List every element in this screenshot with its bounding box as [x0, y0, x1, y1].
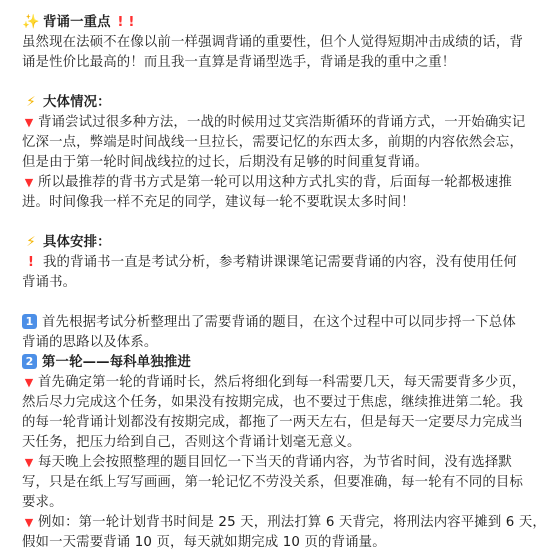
lightning-icon: ⚡ [26, 235, 36, 250]
step1-line-1 [22, 313, 533, 333]
keycap-2-icon: 2 [22, 354, 37, 369]
section-title-memorize [22, 12, 533, 33]
overview-line-2: 忆深一点，弊端是时间战线一旦拉长，需要记忆的东西太多，前期的内容依然会忘， [22, 135, 524, 150]
schedule-title-text: 具体安排： [43, 235, 111, 250]
step1-text: 首先根据考试分析整理出了需要背诵的题目，在这个过程中可以同步捋一下总体 [42, 315, 516, 330]
round1-b-line-1 [22, 453, 533, 473]
materials-text: 我的背诵书一直是考试分析，参考精讲课课笔记需要背诵的内容，没有使用任何 [43, 255, 517, 270]
overview-line-3: 但是由于第一轮时间战线拉的过长，后期没有足够的时间重复背诵。 [22, 155, 429, 170]
recommend-line-2: 进。时间像我一样不充足的同学，建议每一轮不要耽误太多时间！ [22, 195, 415, 210]
step2-title [22, 353, 533, 373]
section-title-text: 背诵一重点 [43, 15, 111, 30]
step2-title-text: 第一轮——每科单独推进 [42, 355, 191, 370]
lightning-icon: ⚡ [26, 95, 36, 110]
materials-line-1 [22, 253, 533, 273]
round1-a-line-3: 的每一轮背诵计划都没有按期完成，都拖了一两天左右，但是每天一定要尽力完成当 [22, 415, 524, 430]
red-triangle-icon: ▼ [24, 116, 34, 129]
example-line-2: 假如一天需要背诵 10 页，每天就如期完成 10 页的背诵量。 [22, 535, 386, 550]
red-triangle-icon: ▼ [24, 516, 34, 529]
section-title-schedule [22, 233, 533, 253]
sparkle-icon: ✨ [22, 14, 40, 30]
intro-line-2: 诵是性价比最高的！而且我一直算是背诵型选手，背诵是我的重中之重！ [22, 55, 456, 70]
round1-a-line-4: 天任务，把压力给到自己，否则这个背诵计划毫无意义。 [22, 435, 361, 450]
step1-line-2: 背诵的思路以及体系。 [22, 335, 158, 350]
round1-b-text: 每天晚上会按照整理的题目回忆一下当天的背诵内容，为节省时间，没有选择默 [38, 455, 512, 470]
overview-line-1 [22, 113, 533, 133]
exclamation-icon: ! [128, 15, 135, 30]
intro-line-1: 虽然现在法硕不在像以前一样强调背诵的重要性，但个人觉得短期冲击成绩的话，背 [22, 35, 524, 50]
round1-a-text: 首先确定第一轮的背诵时长，然后将细化到每一科需要几天，每天需要背多少页， [38, 375, 526, 390]
section-title-overview [22, 93, 533, 113]
overview-title-text: 大体情况： [43, 95, 111, 110]
red-triangle-icon: ▼ [24, 376, 34, 389]
red-triangle-icon: ▼ [24, 456, 34, 469]
red-triangle-icon: ▼ [24, 176, 34, 189]
materials-line-2: 背诵书。 [22, 275, 77, 290]
keycap-1-icon: 1 [22, 314, 37, 329]
round1-b-line-2: 写，只是在纸上写写画画，第一轮记忆不劳没关系，但要准确，每一轮有不同的目标 [22, 475, 524, 490]
round1-a-line-1 [22, 373, 533, 393]
exclamation-icon: ! [27, 255, 35, 270]
recommend-line-1 [22, 173, 533, 193]
exclamation-icon: ! [117, 15, 124, 30]
round1-a-line-2: 然后尽力完成这个任务，如果没有按期完成，也不要过于焦虑，继续推进第二轮。我 [22, 395, 524, 410]
round1-b-line-3: 要求。 [22, 495, 63, 510]
example-text: 例如：第一轮计划背书时间是 25 天，刑法打算 6 天背完，将刑法内容平摊到 6 天， [38, 515, 546, 530]
overview-text: 背诵尝试过很多种方法，一战的时候用过艾宾浩斯循环的背诵方式，一开始确实记 [38, 115, 526, 130]
example-line-1 [22, 513, 546, 533]
recommend-text: 所以最推荐的背书方式是第一轮可以用这种方式扎实的背，后面每一轮都极速推 [38, 175, 512, 190]
